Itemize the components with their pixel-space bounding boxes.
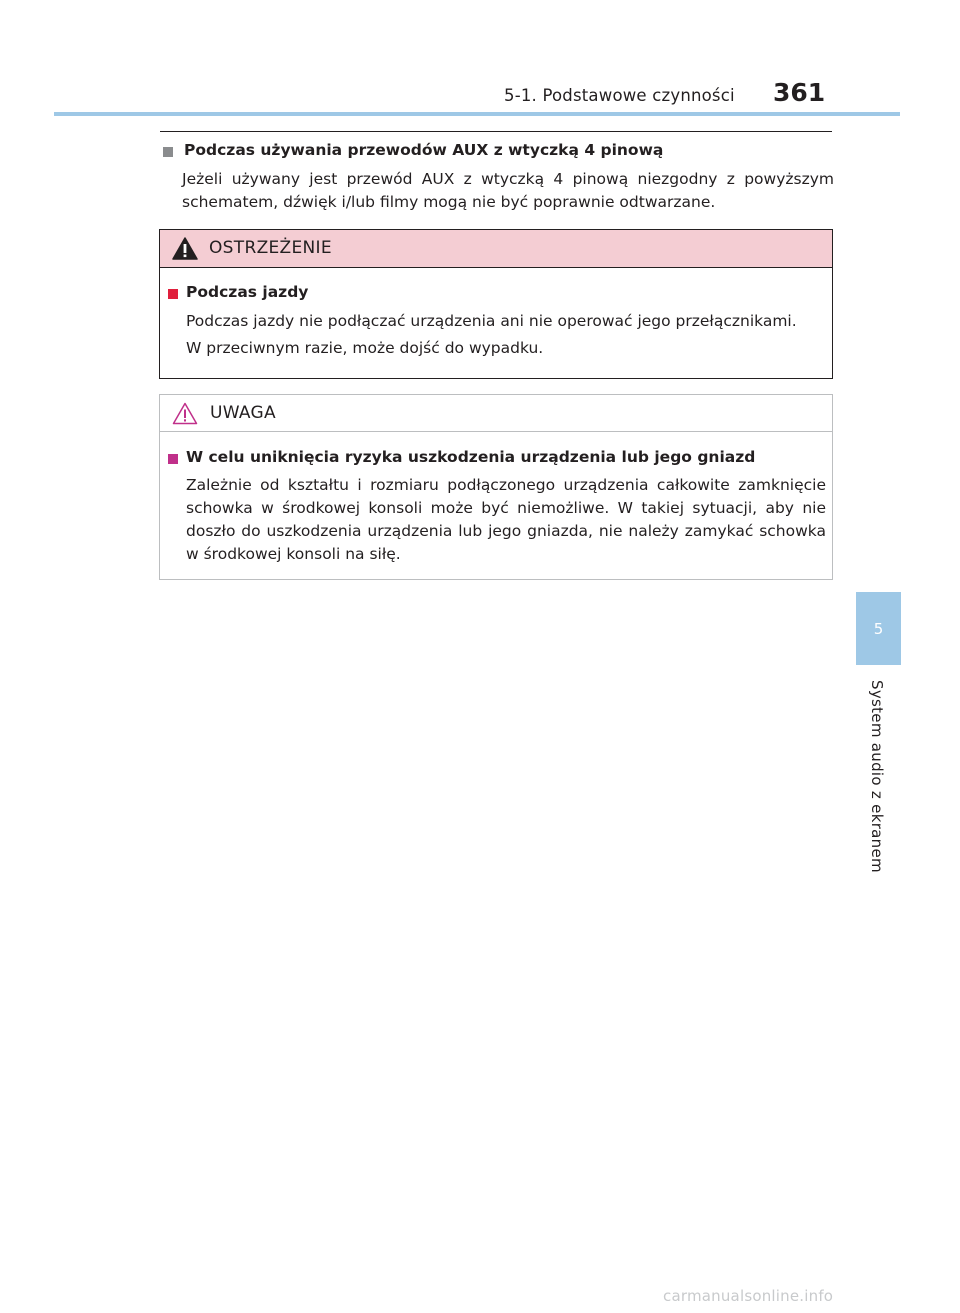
bullet-square-icon [163, 147, 173, 157]
chapter-label: System audio z ekranem [868, 680, 886, 873]
section-title: 5-1. Podstawowe czynności [504, 86, 735, 105]
bullet-square-icon [168, 454, 178, 464]
warning-triangle-icon [172, 237, 198, 260]
caution-triangle-icon [172, 402, 198, 425]
section-divider [160, 131, 832, 132]
header-rule [54, 112, 900, 116]
warning-item-title: Podczas jazdy [186, 283, 309, 301]
warning-label: OSTRZEŻENIE [209, 238, 332, 258]
page-number: 361 [773, 78, 826, 107]
caution-item-body [186, 474, 826, 570]
section-body: Jeżeli używany jest przewód AUX z wtyczką 4 pinową niezgodny z powyższym schematem, dźwięk i/lub filmy mogą nie być poprawnie odtwarzane. [182, 170, 834, 211]
chapter-number: 5 [873, 620, 884, 638]
caution-header [160, 395, 832, 432]
chapter-tab [856, 592, 901, 665]
warning-paragraph: Podczas jazdy nie podłączać urządzenia ani nie operować jego przełącznikami. [186, 312, 797, 330]
caution-label: UWAGA [210, 403, 276, 423]
caution-item-title: W celu uniknięcia ryzyka uszkodzenia urządzenia lub jego gniazd [186, 448, 756, 466]
warning-box [159, 229, 833, 379]
section-heading: Podczas używania przewodów AUX z wtyczką 4 pinową [184, 141, 664, 159]
caution-box [159, 394, 833, 580]
bullet-square-icon [168, 289, 178, 299]
warning-item-body [186, 310, 826, 364]
caution-paragraph: Zależnie od kształtu i rozmiaru podłączonego urządzenia całkowite zamknięcie schowka w środkowej konsoli może być niemożliwe. W takiej sytuacji, aby nie doszło do uszkodzenia urządzenia lub jego gniazda, nie należy zamykać schowka w środkowej konsoli na siłę. [186, 476, 826, 563]
warning-header [160, 230, 832, 268]
warning-paragraph: W przeciwnym razie, może dojść do wypadku. [186, 339, 544, 357]
watermark: carmanualsonline.info [663, 1287, 834, 1305]
